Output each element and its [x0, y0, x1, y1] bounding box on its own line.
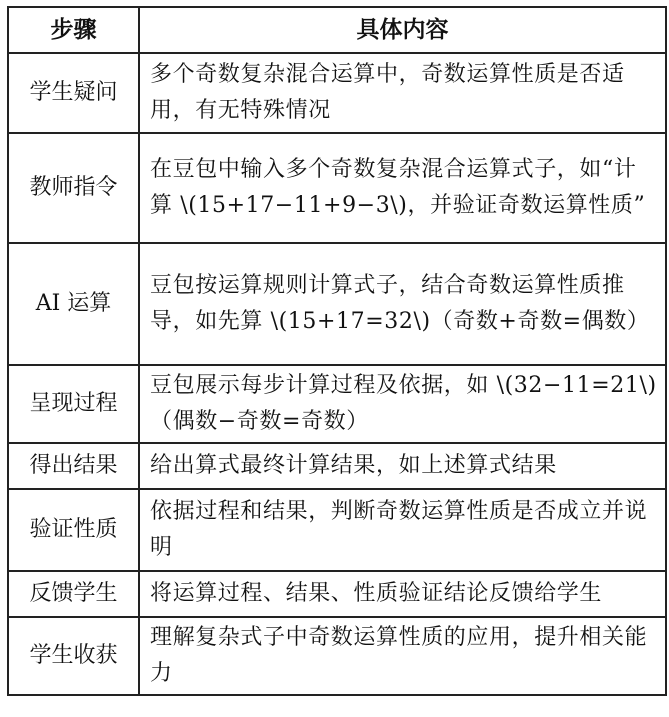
table-row: [8, 243, 666, 365]
content-cell: 多个奇数复杂混合运算中，奇数运算性质是否适用，有无特殊情况: [139, 53, 666, 133]
table-header-row: [8, 7, 666, 53]
table-row: [8, 53, 666, 133]
content-cell: 依据过程和结果，判断奇数运算性质是否成立并说明: [139, 489, 666, 571]
header-content: 具体内容: [139, 7, 666, 53]
header-step: 步骤: [8, 7, 139, 53]
content-cell: 将运算过程、结果、性质验证结论反馈给学生: [139, 571, 666, 617]
step-cell: 得出结果: [8, 443, 139, 489]
content-cell: 给出算式最终计算结果，如上述算式结果: [139, 443, 666, 489]
content-cell: 在豆包中输入多个奇数复杂混合运算式子，如“计算 \(15+17−11+9−3\)，并验证奇数运算性质”: [139, 133, 666, 243]
step-cell: 验证性质: [8, 489, 139, 571]
table-row: [8, 443, 666, 489]
process-table: [7, 6, 667, 696]
step-cell: 呈现过程: [8, 365, 139, 443]
table-row: [8, 489, 666, 571]
step-cell: 教师指令: [8, 133, 139, 243]
table-row: [8, 365, 666, 443]
table-row: [8, 571, 666, 617]
table-row: [8, 133, 666, 243]
step-cell: AI 运算: [8, 243, 139, 365]
step-cell: 反馈学生: [8, 571, 139, 617]
step-cell: 学生疑问: [8, 53, 139, 133]
step-cell: 学生收获: [8, 617, 139, 695]
content-cell: 理解复杂式子中奇数运算性质的应用，提升相关能力: [139, 617, 666, 695]
table-row: [8, 617, 666, 695]
content-cell: 豆包按运算规则计算式子，结合奇数运算性质推导，如先算 \(15+17=32\)（奇数+奇数=偶数）: [139, 243, 666, 365]
content-cell: 豆包展示每步计算过程及依据，如 \(32−11=21\)（偶数−奇数=奇数）: [139, 365, 666, 443]
